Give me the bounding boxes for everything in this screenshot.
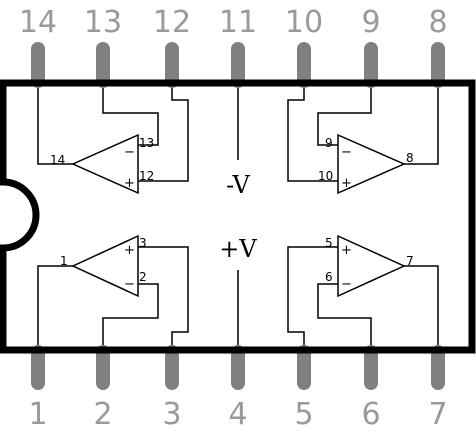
pin-label-3: 3 [162,397,182,432]
pin-label-6: 6 [361,397,381,432]
plus-sign: + [341,243,352,258]
pin-label-14: 14 [18,5,58,40]
plus-sign: + [124,243,135,258]
minus-sign: − [341,277,352,292]
negative-supply-label: -V [226,171,250,199]
opamp-lower-right [288,236,438,345]
pin-label-11: 11 [218,5,258,40]
output-wire [38,266,73,345]
noninverting-wire [138,247,188,345]
pin-ref-9: 9 [325,136,333,150]
output-wire [404,266,438,345]
pin-label-8: 8 [428,5,448,40]
pin-ref-3: 3 [139,236,147,250]
pin-label-4: 4 [228,397,248,432]
pin-label-1: 1 [28,397,48,432]
opamp-upper-left [38,88,188,193]
plus-sign: + [124,176,135,191]
pin-label-7: 7 [428,397,448,432]
pin-ref-5: 5 [325,236,333,250]
top-pin-labels [19,5,448,40]
noninverting-wire [138,88,188,181]
pin-ref-8: 8 [406,151,414,165]
pin-ref-13: 13 [139,136,155,150]
minus-sign: − [124,145,135,160]
pin-label-9: 9 [361,5,381,40]
bottom-pin-labels [28,397,447,432]
noninverting-wire [288,88,338,181]
pin-label-5: 5 [294,397,314,432]
pin-ref-2: 2 [139,270,147,284]
pin-ref-7: 7 [406,254,414,268]
pin-ref-6: 6 [325,270,333,284]
supply-connections [219,88,257,345]
opamp-lower-left [38,236,188,345]
positive-supply-label: +V [219,235,257,263]
pin-label-13: 13 [83,5,123,40]
opamp-upper-right [288,88,438,193]
minus-sign: − [341,145,352,160]
pin-ref-14: 14 [50,153,66,167]
pin-label-10: 10 [284,5,324,40]
pin-ref-1: 1 [60,254,68,268]
plus-sign: + [341,176,352,191]
pin-ref-10: 10 [318,169,334,183]
pin-ref-12: 12 [139,169,155,183]
pin-label-2: 2 [93,397,113,432]
noninverting-wire [288,247,338,345]
pin-label-12: 12 [152,5,192,40]
minus-sign: − [124,277,135,292]
